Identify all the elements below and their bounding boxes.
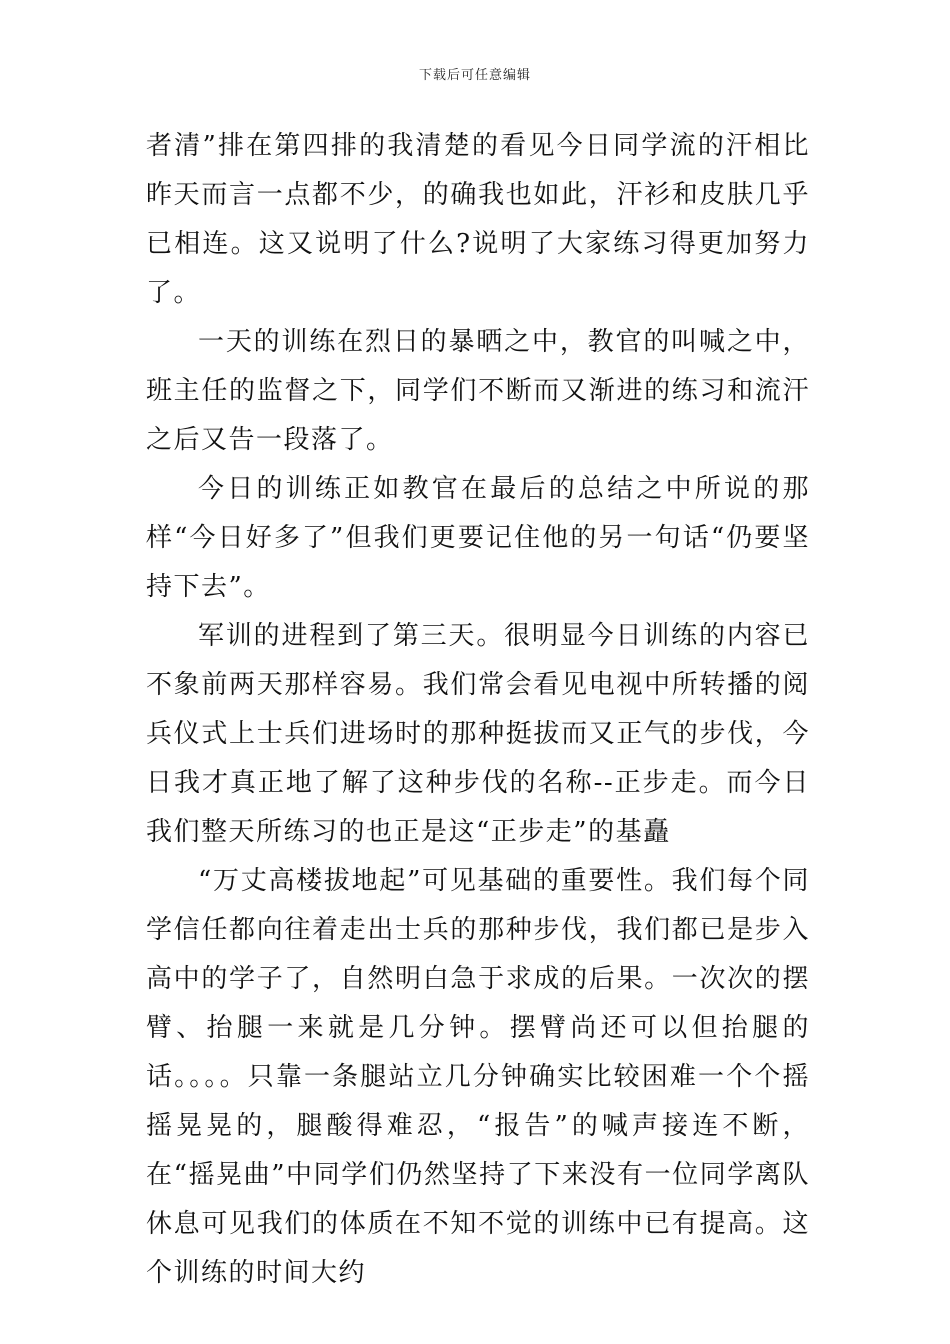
- document-body: [146, 122, 810, 1298]
- paragraph-2: 一天的训练在烈日的暴晒之中，教官的叫喊之中，班主任的监督之下，同学们不断而又渐进的练习和流汗之后又告一段落了。: [146, 327, 810, 455]
- paragraph-5: “万丈高楼拔地起”可见基础的重要性。我们每个同学信任都向往着走出士兵的那种步伐，我们都已是步入高中的学子了，自然明白急于求成的后果。一次次的摆臂、抬腿一来就是几分钟。摆臂尚还可以但抬腿的话。。。。只靠一条腿站立几分钟确实比较困难一个个摇摇晃晃的，腿酸得难忍，“报告”的喊声接连不断，在“摇晃曲”中同学们仍然坚持了下来没有一位同学离队休息可见我们的体质在不知不觉的训练中已有提高。这个训练的时间大约: [146, 866, 810, 1288]
- paragraph-4: 军训的进程到了第三天。很明显今日训练的内容已不象前两天那样容易。我们常会看见电视中所转播的阅兵仪式上士兵们进场时的那种挺拔而又正气的步伐，今日我才真正地了解了这种步伐的名称--正步走。而今日我们整天所练习的也正是这“正步走”的基矗: [146, 621, 810, 847]
- paragraph-1: 者清”排在第四排的我清楚的看见今日同学流的汗相比昨天而言一点都不少，的确我也如此，汗衫和皮肤几乎已相连。这又说明了什么?说明了大家练习得更加努力了。: [146, 131, 810, 308]
- paragraph-3: 今日的训练正如教官在最后的总结之中所说的那样“今日好多了”但我们更要记住他的另一句话“仍要坚持下去”。: [146, 474, 810, 602]
- page-header: 下载后可任意编辑: [418, 68, 531, 83]
